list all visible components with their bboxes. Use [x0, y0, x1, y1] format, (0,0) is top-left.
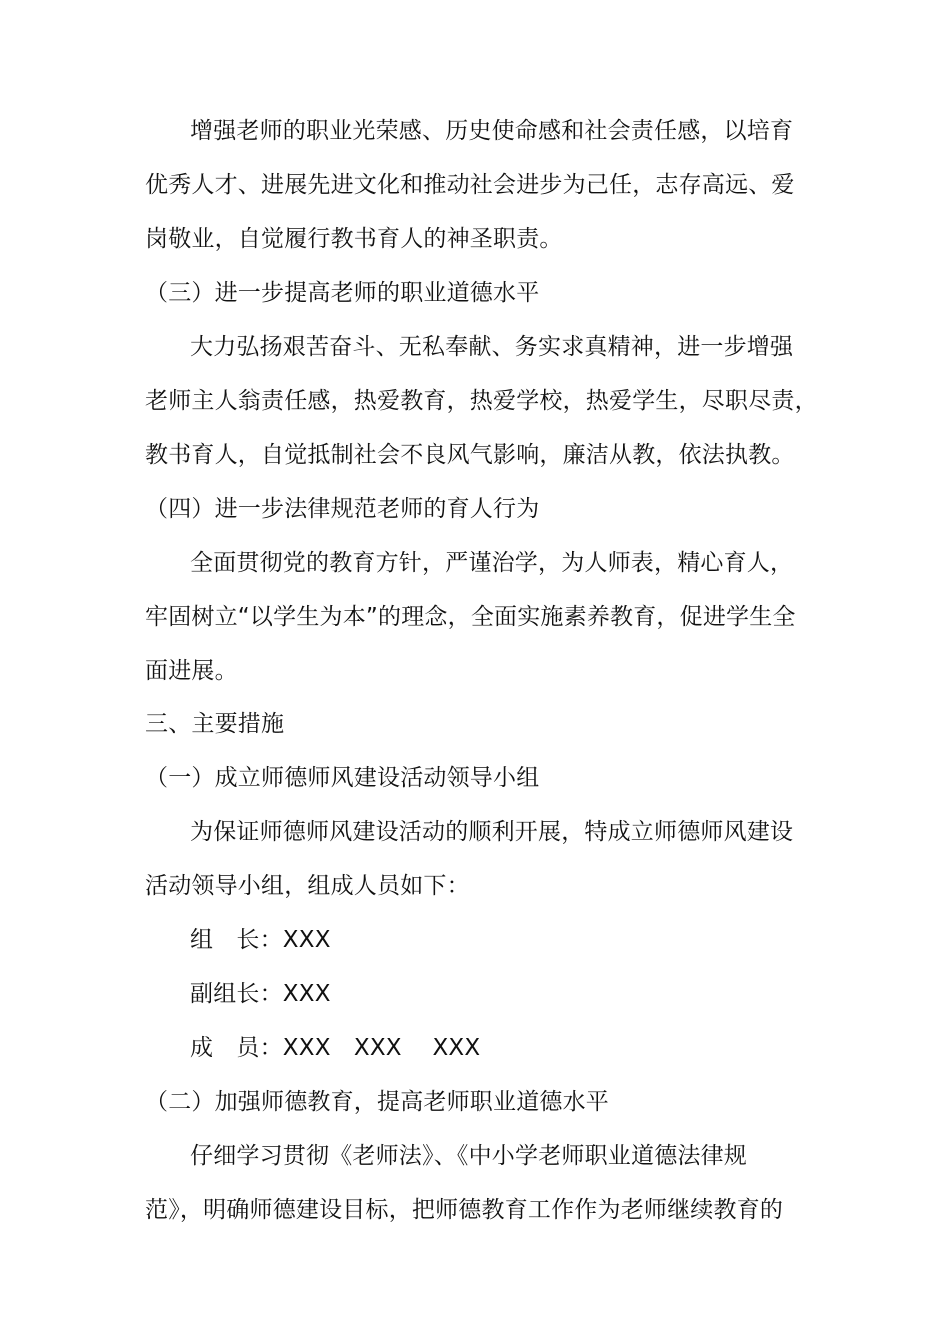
- paragraph-line: 教书育人，自觉抵制社会不良风气影响，廉洁从教，依法执教。: [145, 442, 795, 468]
- paragraph-line: 岗敬业，自觉履行教书育人的神圣职责。: [145, 226, 563, 252]
- paragraph-line: 仔细学习贯彻《老师法》、《中小学老师职业道德法律规: [190, 1143, 747, 1169]
- section-heading: （一）成立师德师风建设活动领导小组: [145, 765, 540, 791]
- chapter-heading: 三、主要措施: [145, 711, 285, 737]
- paragraph-line: 面进展。: [145, 658, 238, 684]
- paragraph-line: 活动领导小组，组成人员如下：: [145, 873, 470, 899]
- paragraph-line: 增强老师的职业光荣感、历史使命感和社会责任感，以培育: [190, 118, 794, 144]
- paragraph-line: 牢固树立“以学生为本”的理念，全面实施素养教育，促进学生全: [145, 604, 796, 630]
- member-line-members: 成 员：XXX XXX XXX: [190, 1035, 481, 1061]
- section-heading: （三）进一步提高老师的职业道德水平: [145, 280, 540, 306]
- paragraph-line: 优秀人才、进展先进文化和推动社会进步为己任，志存高远、爱: [145, 172, 795, 198]
- section-heading: （二）加强师德教育，提高老师职业道德水平: [145, 1089, 609, 1115]
- member-line-deputy: 副组长：XXX: [190, 981, 331, 1007]
- section-heading: （四）进一步法律规范老师的育人行为: [145, 496, 540, 522]
- paragraph-line: 老师主人翁责任感，热爱教育，热爱学校，热爱学生，尽职尽责，: [145, 388, 818, 414]
- paragraph-line: 范》，明确师德建设目标，把师德教育工作作为老师继续教育的: [145, 1197, 784, 1223]
- paragraph-line: 大力弘扬艰苦奋斗、无私奉献、务实求真精神，进一步增强: [190, 334, 794, 360]
- member-line-leader: 组 长：XXX: [190, 927, 331, 953]
- paragraph-line: 为保证师德师风建设活动的顺利开展，特成立师德师风建设: [190, 819, 794, 845]
- paragraph-line: 全面贯彻党的教育方针，严谨治学，为人师表，精心育人，: [190, 550, 794, 576]
